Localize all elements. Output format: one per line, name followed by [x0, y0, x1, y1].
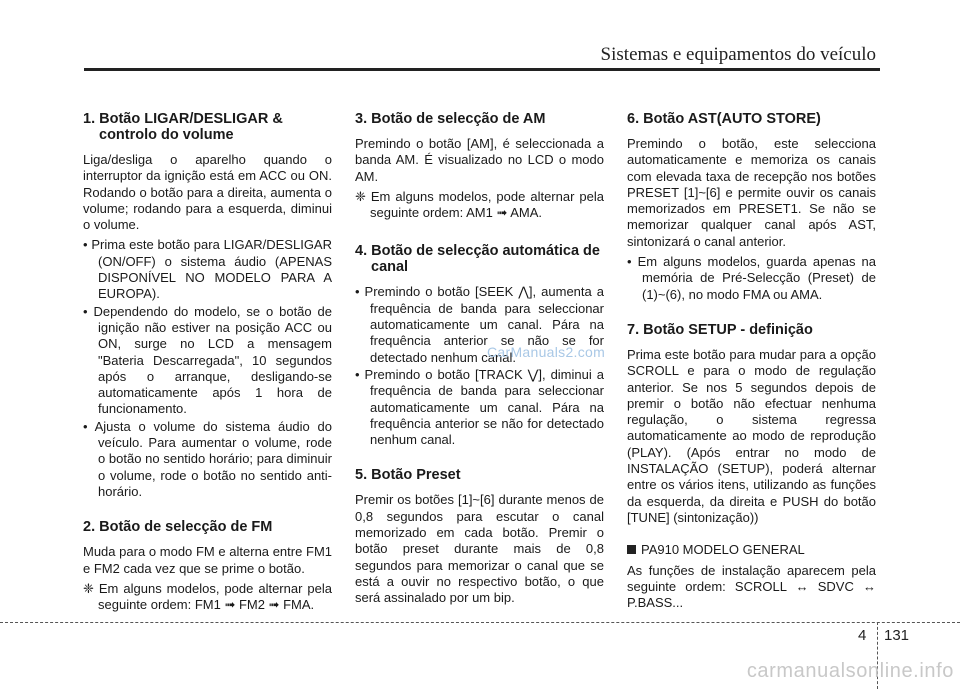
- model-line: [627, 542, 876, 558]
- paragraph: Prima este botão para mudar para a opção SCROLL e para o modo de regulação anterior. Se nos 5 segundos depois de premir o botão não efectuar nenhuma regulação, o sistema regressa automaticamente ao modo de reprodução (PLAY). (Após entrar no modo de INSTALAÇÃO (SETUP), poderá alternar entre os vários itens, utilizando as funções da esquerda, da direita e PUSH do botão [TUNE] (sintonização)): [627, 346, 876, 525]
- section-heading-volume: 1. Botão LIGAR/DESLIGAR & controlo do volume: [83, 111, 283, 143]
- paragraph: Premir os botões [1]~[6] durante menos de 0,8 segundos para escutar o canal memorizado em cada botão. Premir o botão preset durante mais de 0,8 segundos para memorizar o canal que se está a ouvir no respectivo botão, o que será assinalado por um bip.: [355, 492, 604, 606]
- bullet-item: • Em alguns modelos, guarda apenas na memória de Pré-Selecção (Preset) de (1)~(6), no modo FMA ou AMA.: [627, 254, 876, 302]
- paragraph: Liga/desliga o aparelho quando o interruptor da ignição está em ACC ou ON. Rodando o botão para a direita, aumenta o volume; rodando para a esquerda, diminui o volume.: [83, 152, 332, 233]
- section-heading-am: 3. Botão de selecção de AM: [355, 111, 546, 127]
- header-rule: [84, 68, 880, 71]
- page-header-title: Sistemas e equipamentos do veículo: [600, 44, 876, 65]
- bullet-item: • Premindo o botão [TRACK ⋁], diminui a frequência de banda para seleccionar automaticamente um canal. Pára na frequência anterior se não for detectado nenhum canal.: [355, 366, 604, 448]
- page-number: 131: [884, 627, 910, 644]
- section-heading-fm: 2. Botão de selecção de FM: [83, 519, 273, 536]
- bullet-item: • Ajusta o volume do sistema áudio do veículo. Para aumentar o volume, rode o botão no sentido horário; para diminuir o volume, rode o botão no sentido anti-horário.: [83, 418, 332, 499]
- model-label: PA910 MODELO GENERAL: [641, 542, 805, 558]
- watermark-bottom: carmanualsonline.info: [746, 660, 954, 682]
- section-heading-ast: 6. Botão AST(AUTO STORE): [627, 111, 821, 127]
- bullet-item: • Prima este botão para LIGAR/DESLIGAR (ON/OFF) o sistema áudio (APENAS DISPONÍVEL NO MODELO PARA A EUROPA).: [83, 237, 332, 302]
- column-2: [355, 111, 604, 611]
- paragraph: Premindo o botão, este selecciona automaticamente e memoriza os canais com elevada taxa de recepção nos botões PRESET [1]~[6] e permite ouvir os canais memorizados em PRESET1. Se não se memorizar qualquer canal após AST, sintonizará o canal anterior.: [627, 136, 876, 249]
- paragraph: As funções de instalação aparecem pela seguinte ordem: SCROLL ↔ SDVC ↔ P.BASS...: [627, 562, 876, 611]
- chapter-number: 4: [858, 627, 867, 644]
- paragraph: Premindo o botão [AM], é seleccionada a banda AM. É visualizado no LCD o modo AM.: [355, 136, 604, 184]
- bullet-item: • Premindo o botão [SEEK ⋀], aumenta a frequência de banda para seleccionar automaticamente um canal. Pára na frequência anterior se não se for detectado nenhum canal.: [355, 284, 604, 365]
- section-heading-preset: 5. Botão Preset: [355, 467, 461, 484]
- note-item: ❈ Em alguns modelos, pode alternar pela seguinte ordem: FM1 ➟ FM2 ➟ FMA.: [83, 580, 332, 613]
- watermark-mid: CarManuals2.com: [487, 344, 606, 360]
- column-3: [627, 111, 876, 615]
- square-bullet-icon: [627, 545, 636, 554]
- paragraph: Muda para o modo FM e alterna entre FM1 e FM2 cada vez que se prime o botão.: [83, 544, 332, 576]
- bullet-item: • Dependendo do modelo, se o botão de ignição não estiver na posição ACC ou ON, surge no LCD a mensagem "Bateria Descarregada", 10 segundos após o arranque, desligando-se automaticamente após 1 hora de funcionamento.: [83, 303, 332, 417]
- section-heading-setup: 7. Botão SETUP - definição: [627, 321, 813, 338]
- section-heading-auto-select: 4. Botão de selecção automática de canal: [355, 243, 600, 276]
- column-1: [83, 111, 332, 617]
- note-item: ❈ Em alguns modelos, pode alternar pela seguinte ordem: AM1 ➟ AMA.: [355, 188, 604, 221]
- footer-rule: [0, 622, 960, 623]
